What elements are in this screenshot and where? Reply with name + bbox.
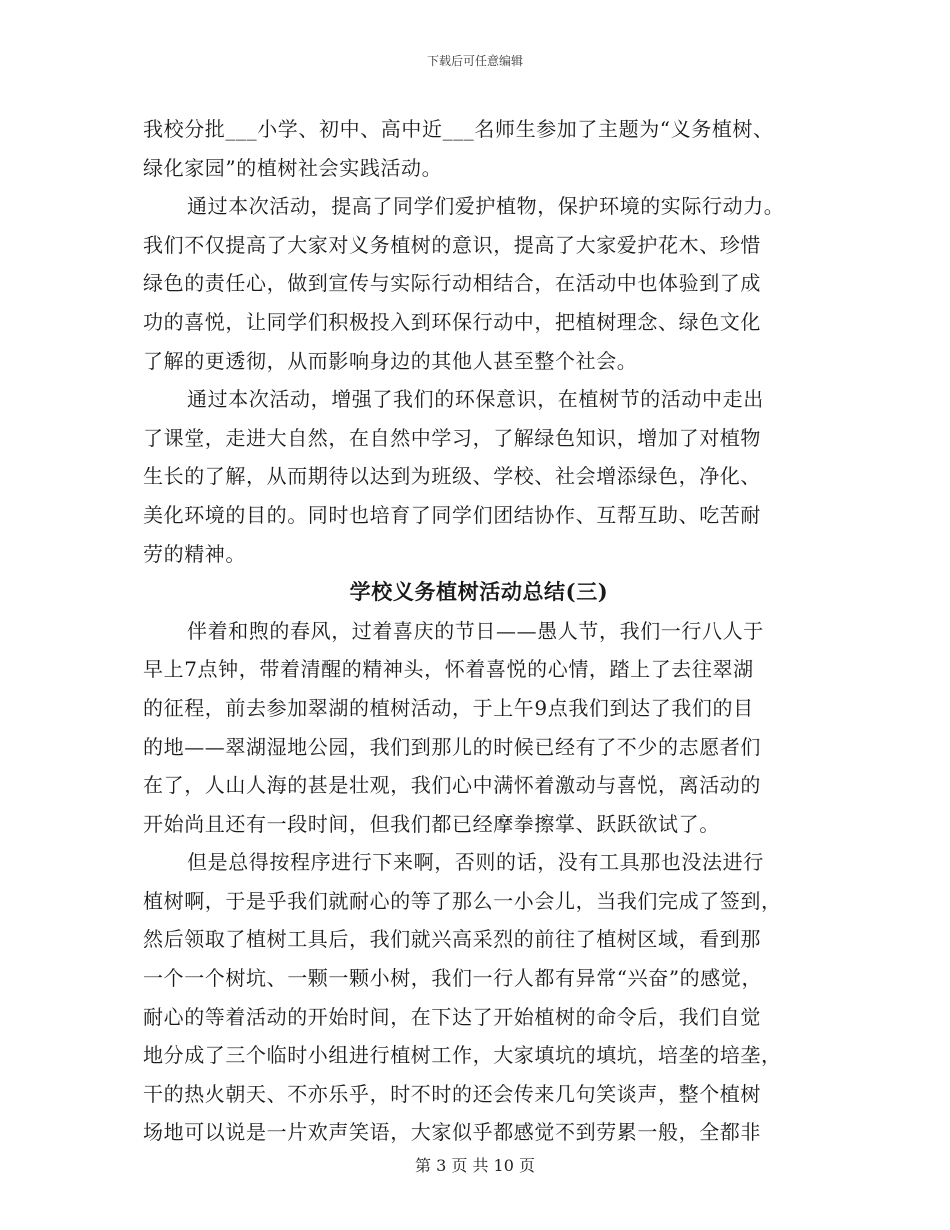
paragraph-start-line: 伴着和煦的春风，过着喜庆的节日——愚人节，我们一行八人于: [187, 618, 764, 643]
text-line: 干的热火朝天、不亦乐乎，时不时的还会传来几句笑谈声，整个植树: [143, 1081, 761, 1106]
text-line: 早上7点钟，带着清醒的精神头，怀着喜悦的心情，踏上了去往翠湖: [143, 657, 754, 682]
text-line: 我们不仅提高了大家对义务植树的意识，提高了大家爱护花木、珍惜: [143, 232, 761, 257]
text-line: 的地——翠湖湿地公园，我们到那儿的时候已经有了不少的志愿者们: [143, 734, 761, 759]
text-line: 了解的更透彻，从而影响身边的其他人甚至整个社会。: [143, 348, 638, 373]
text-line: 绿色的责任心，做到宣传与实际行动相结合，在活动中也体验到了成: [143, 271, 761, 296]
text-line: 我校分批___小学、初中、高中近___名师生参加了主题为“义务植树、: [143, 117, 774, 141]
paragraph-start-line: 通过本次活动，提高了同学们爱护植物，保护环境的实际行动力。: [187, 194, 785, 219]
text-line: 生长的了解，从而期待以达到为班级、学校、社会增添绿色，净化、: [143, 464, 761, 489]
text-line: 地分成了三个临时小组进行植树工作，大家填坑的填坑，培垄的培垄，: [143, 1043, 782, 1068]
section-heading: 学校义务植树活动总结(三): [349, 579, 609, 605]
text-line: 开始尚且还有一段时间，但我们都已经摩拳擦掌、跃跃欲试了。: [143, 811, 720, 836]
page-number: 第 3 页 共 10 页: [415, 1156, 535, 1175]
text-line: 植树啊，于是乎我们就耐心的等了那么一小会儿，当我们完成了签到，: [143, 888, 782, 913]
paragraph-start-line: 通过本次活动，增强了我们的环保意识，在植树节的活动中走出: [187, 387, 764, 412]
text-line: 劳的精神。: [143, 541, 246, 566]
text-line: 场地可以说是一片欢声笑语，大家似乎都感觉不到劳累一般，全都非: [143, 1120, 761, 1145]
text-line: 耐心的等着活动的开始时间，在下达了开始植树的命令后，我们自觉: [143, 1004, 761, 1029]
text-line: 的征程，前去参加翠湖的植树活动，于上午9点我们到达了我们的目: [143, 695, 754, 720]
text-line: 然后领取了植树工具后，我们就兴高采烈的前往了植树区域，看到那: [143, 927, 761, 952]
text-line: 绿化家园”的植树社会实践活动。: [143, 155, 443, 180]
paragraph-start-line: 但是总得按程序进行下来啊，否则的话，没有工具那也没法进行: [187, 850, 764, 875]
text-line: 在了，人山人海的甚是壮观，我们心中满怀着激动与喜悦，离活动的: [143, 773, 761, 798]
text-line: 美化环境的目的。同时也培育了同学们团结协作、互帮互助、吃苦耐: [143, 502, 761, 527]
text-line: 一个一个树坑、一颗一颗小树，我们一行人都有异常“兴奋”的感觉，: [143, 966, 763, 991]
document-body: [143, 110, 815, 1152]
text-line: 了课堂，走进大自然，在自然中学习，了解绿色知识，增加了对植物: [143, 425, 761, 450]
text-line: 功的喜悦，让同学们积极投入到环保行动中，把植树理念、绿色文化: [143, 309, 761, 334]
page-header: 下载后可任意编辑: [426, 54, 523, 68]
